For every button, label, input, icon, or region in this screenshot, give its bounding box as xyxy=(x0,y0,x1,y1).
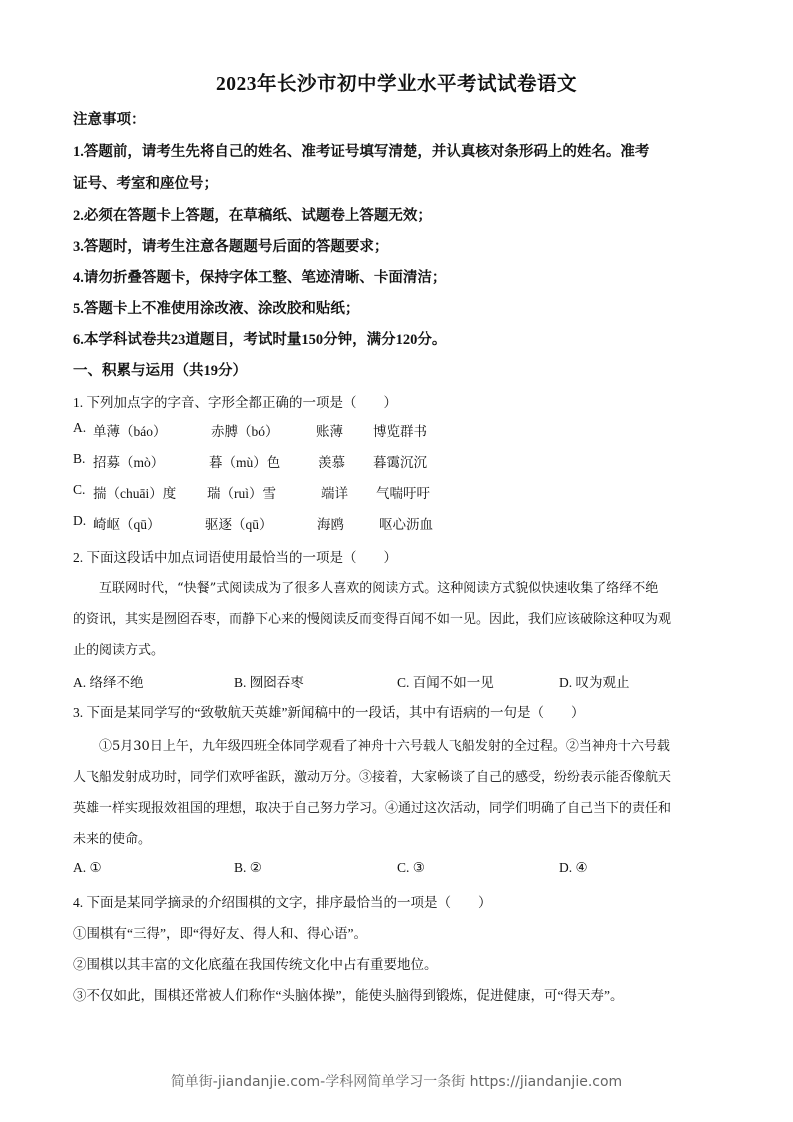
option-item: 气喘吁吁 xyxy=(376,486,430,501)
page-title: 2023年长沙市初中学业水平考试试卷语文 xyxy=(215,74,577,95)
option-item: 瑞（ruì）雪 xyxy=(207,486,276,501)
option-item: 暮（mù）色 xyxy=(209,455,281,470)
option-item: 账薄 xyxy=(316,424,343,439)
option-d: D. ④ xyxy=(559,860,588,875)
option-item: 羡慕 xyxy=(318,455,345,470)
option-item: 暮霭沉沉 xyxy=(373,455,427,470)
option-label: A. xyxy=(73,420,87,435)
option-label: D. xyxy=(73,513,87,528)
option-item: 驱逐（qū） xyxy=(205,517,273,532)
question-4-sentence: ②围棋以其丰富的文化底蕴在我国传统文化中占有重要地位。 xyxy=(73,957,438,972)
notice-item: 4.请勿折叠答题卡，保持字体工整、笔迹清晰、卡面清洁； xyxy=(73,270,447,286)
question-4-stem: 4. 下面是某同学摘录的介绍围棋的文字，排序最恰当的一项是（ ） xyxy=(73,895,492,910)
section-heading: 一、积累与运用（共19分） xyxy=(73,363,247,379)
option-item: 招募（mò） xyxy=(93,455,165,470)
option-item: 呕心沥血 xyxy=(379,517,433,532)
question-3-passage-line: 未来的使命。 xyxy=(73,832,152,847)
option-item: 赤膊（bó） xyxy=(211,424,279,439)
option-c: C. ③ xyxy=(397,860,425,875)
option-item: 单薄（báo） xyxy=(93,424,167,439)
option-item: 博览群书 xyxy=(373,424,427,439)
option-label: C. xyxy=(73,482,86,497)
question-3-passage-line: 人飞船发射成功时，同学们欢呼雀跃，激动万分。③接着，大家畅谈了自己的感受，纷纷表示能否像航天 xyxy=(73,770,672,785)
question-2-passage-line: 止的阅读方式。 xyxy=(73,643,165,658)
question-4-sentence: ③不仅如此，围棋还常被人们称作“头脑体操”，能使头脑得到锻炼，促进健康，可“得天寿”。 xyxy=(73,988,624,1003)
question-2-passage-line: 互联网时代，“快餐”式阅读成为了很多人喜欢的阅读方式。这种阅读方式貌似快速收集了络绎不绝 xyxy=(73,581,659,596)
option-a: A. 络绎不绝 xyxy=(73,675,144,690)
notice-item: 2.必须在答题卡上答题，在草稿纸、试题卷上答题无效； xyxy=(73,208,432,224)
notice-item: 证号、考室和座位号； xyxy=(73,176,218,192)
watermark-footer: 简单街-jiandanjie.com-学科网简单学习一条街 https://jiandanjie.com xyxy=(170,1074,623,1090)
option-b: B. ② xyxy=(234,860,262,875)
notice-heading: 注意事项： xyxy=(73,112,146,128)
option-d: D. 叹为观止 xyxy=(559,675,630,690)
option-item: 端详 xyxy=(321,486,348,501)
option-item: 崎岖（qū） xyxy=(93,517,161,532)
notice-item: 6.本学科试卷共23道题目，考试时量150分钟，满分120分。 xyxy=(73,332,447,348)
option-a: A. ① xyxy=(73,860,102,875)
question-3-stem: 3. 下面是某同学写的“致敬航天英雄”新闻稿中的一段话，其中有语病的一句是（ ） xyxy=(73,705,585,720)
notice-item: 1.答题前，请考生先将自己的姓名、准考证号填写清楚，并认真核对条形码上的姓名。准考 xyxy=(73,144,650,160)
option-label: B. xyxy=(73,451,86,466)
option-item: 揣（chuāi）度 xyxy=(93,486,177,501)
option-b: B. 囫囵吞枣 xyxy=(234,675,304,690)
option-c: C. 百闻不如一见 xyxy=(397,675,494,690)
option-item: 海鸥 xyxy=(317,517,344,532)
question-3-passage-line: ①5月30日上午，九年级四班全体同学观看了神舟十六号载人飞船发射的全过程。②当神舟十六号载 xyxy=(73,739,670,754)
notice-item: 3.答题时，请考生注意各题题号后面的答题要求； xyxy=(73,239,389,255)
notice-item: 5.答题卡上不准使用涂改液、涂改胶和贴纸； xyxy=(73,301,360,317)
question-4-sentence: ①围棋有“三得”，即“得好友、得人和、得心语”。 xyxy=(73,926,367,941)
question-3-passage-line: 英雄一样实现报效祖国的理想，取决于自己努力学习。④通过这次活动，同学们明确了自己当下的责任和 xyxy=(73,801,672,816)
question-2-stem: 2. 下面这段话中加点词语使用最恰当的一项是（ ） xyxy=(73,550,397,565)
question-2-passage-line: 的资讯，其实是囫囵吞枣，而静下心来的慢阅读反而变得百闻不如一见。因此，我们应该破除这种叹为观 xyxy=(73,612,672,627)
question-1-stem: 1. 下列加点字的字音、字形全都正确的一项是（ ） xyxy=(73,395,397,410)
